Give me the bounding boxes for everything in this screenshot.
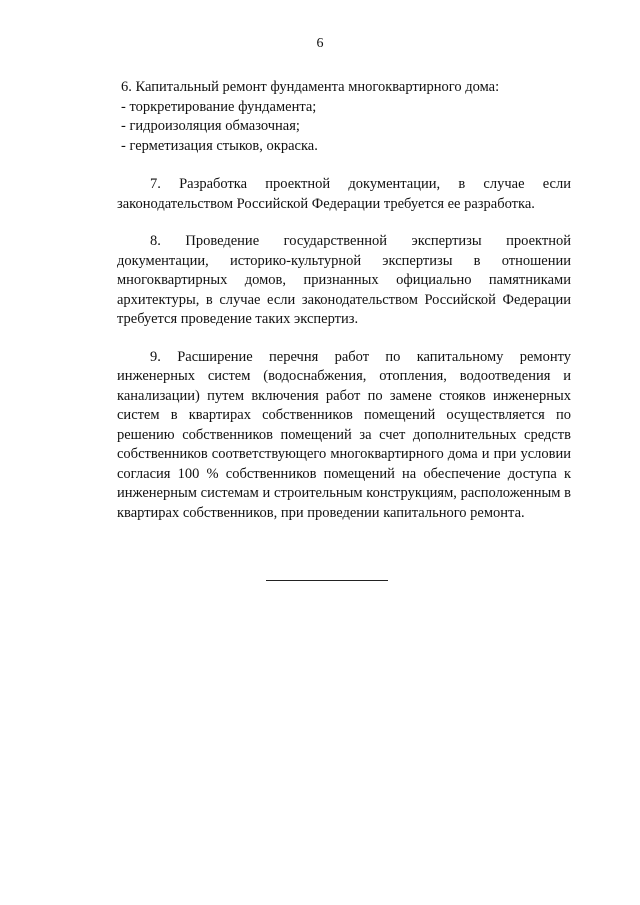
section-8-paragraph: [117, 232, 571, 330]
section-6-list: [117, 98, 571, 157]
section-9-text: 9. Расширение перечня работ по капитальному ремонту инженерных систем (водоснабжения, отопления, водоотведения и канализации) путем включения работ по замене стояков инженерных систем в квартирах собственников помещений осуществляется по решению собственников помещений за счет дополнительных средств собственников соответствующего многоквартирного дома и при условии согласия 100 % собственников помещений на обеспечение доступа к инженерным системам и строительным конструкциям, расположенным в квартирах собственников, при проведении капитального ремонта.: [117, 348, 571, 521]
list-item: - гидроизоляция обмазочная;: [121, 118, 300, 134]
end-of-document-rule: [266, 580, 388, 581]
list-item: - герметизация стыков, окраска.: [121, 137, 318, 154]
section-6: [117, 78, 571, 156]
section-7-text: 7. Разработка проектной документации, в случае если законодательством Российской Федерации требуется ее разработка.: [117, 176, 571, 212]
section-8-text: 8. Проведение государственной экспертизы проектной документации, историко-культурной экспертизы в отношении многоквартирных домов, признанных официально памятниками архитектуры, в случае если законодательством Российской Федерации требуется проведение таких экспертиз.: [117, 233, 571, 327]
document-body: [117, 78, 571, 523]
section-9-paragraph: [117, 348, 571, 524]
section-7-paragraph: [117, 175, 571, 214]
section-6-heading: 6. Капитальный ремонт фундамента многоквартирного дома:: [121, 79, 500, 95]
list-item: - торкретирование фундамента;: [121, 98, 317, 115]
page-number: 6: [316, 36, 324, 51]
